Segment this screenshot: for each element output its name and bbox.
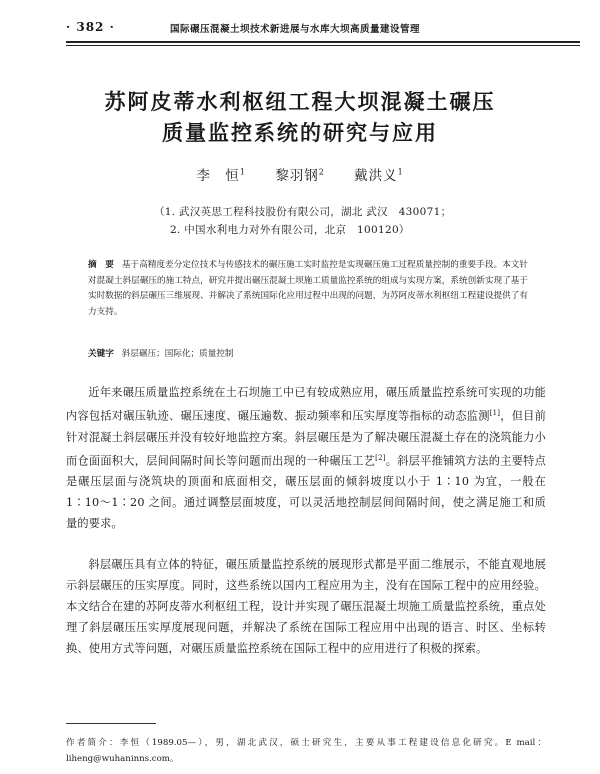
paper-title-line-2: 质量监控系统的研究与应用	[162, 121, 438, 145]
footnote-text: 李恒（1989.05—），男，湖北武汉，硕士研究生，主要从事工程建设信息化研究。E mail：liheng@wuhaninns.com。	[66, 738, 546, 764]
affiliation-2: 2. 中国水利电力对外有限公司，北京 100120）	[170, 224, 410, 236]
abstract-text: 基于高精度差分定位技术与传感技术的碾压施工实时监控是实现碾压施工过程质量控制的重要手段。本文针对混凝土斜层碾压的施工特点，研究并提出碾压混凝土坝施工质量监控系统的组成与实现方案，系统创新实现了基于实时数据的斜层碾压三维展现、并解决了系统国际化应用过程中出现的问题，为苏阿皮蒂水利枢纽工程建设提供了有力支持。	[88, 260, 528, 317]
author-footnote	[66, 735, 546, 767]
keywords	[88, 347, 528, 361]
running-title: 国际碾压混凝土坝技术新进展与水库大坝高质量建设管理	[170, 24, 421, 35]
page-number: · 382 ·	[66, 20, 115, 34]
abstract-label: 摘 要	[88, 260, 114, 270]
keywords-text: 斜层碾压；国际化；质量控制	[121, 349, 234, 359]
header-rule-thin	[66, 45, 580, 46]
footnote-label: 作者简介：	[66, 738, 120, 748]
header-rule	[66, 41, 580, 43]
author-list	[0, 164, 600, 184]
paper-title-line-1: 苏阿皮蒂水利枢纽工程大坝混凝土碾压	[104, 90, 496, 114]
abstract	[88, 258, 528, 320]
citation-ref: [1]	[489, 409, 501, 417]
body-paragraph-2: 斜层碾压具有立体的特征，碾压质量监控系统的展现形式都是平面二维展示，不能直观地展示斜层碾压的压实厚度。同时，这些系统以国内工程应用为主，没有在国际工程中的应用经验。本文结合在建的苏阿皮蒂水利枢纽工程，设计并实现了碾压混凝土坝施工质量监控系统，重点处理了斜层碾压压实厚度展现问题，并解决了系统在国际工程应用中出现的语言、时区、坐标转换、使用方式等问题，对碾压质量监控系统在国际工程中的应用进行了积极的探索。	[66, 558, 546, 655]
footnote-rule	[66, 723, 156, 724]
citation-ref: [2]	[375, 453, 386, 462]
keywords-label: 关键字	[88, 349, 114, 359]
author: 戴洪义$^1$	[354, 167, 404, 184]
body-paragraph-1: 近年来碾压质量监控系统在土石坝施工中已有较成熟应用，碾压质量监控系统可实现的功能内容包括对碾压轨迹、碾压速度、碾压遍数、振动频率和压实厚度等指标的动态监测[1]，但目前针对混凝土斜层碾压并没有较好地监控方案。斜层碾压是为了解决碾压混凝土存在的浇筑能力小而仓面面积大，层间间隔时间长等问题而出现的一种碾压工艺[2]。斜层平推铺筑方法的主要特点是碾压层面与浇筑块的顶面和底面相交，碾压层面的倾斜坡度以小于 1∶10 为宜，一般在 1∶10～1∶20 之间。通过调整层面坡度，可以灵活地控制层间间隔时间，使之满足施工和质量的要求。	[66, 386, 546, 531]
author: 黎羽钢$^2$	[275, 167, 325, 184]
running-header	[66, 20, 580, 40]
author: 李 恒$^1$	[196, 167, 246, 184]
affiliation-1: （1. 武汉英思工程科技股份有限公司，湖北 武汉 430071；	[154, 206, 452, 218]
